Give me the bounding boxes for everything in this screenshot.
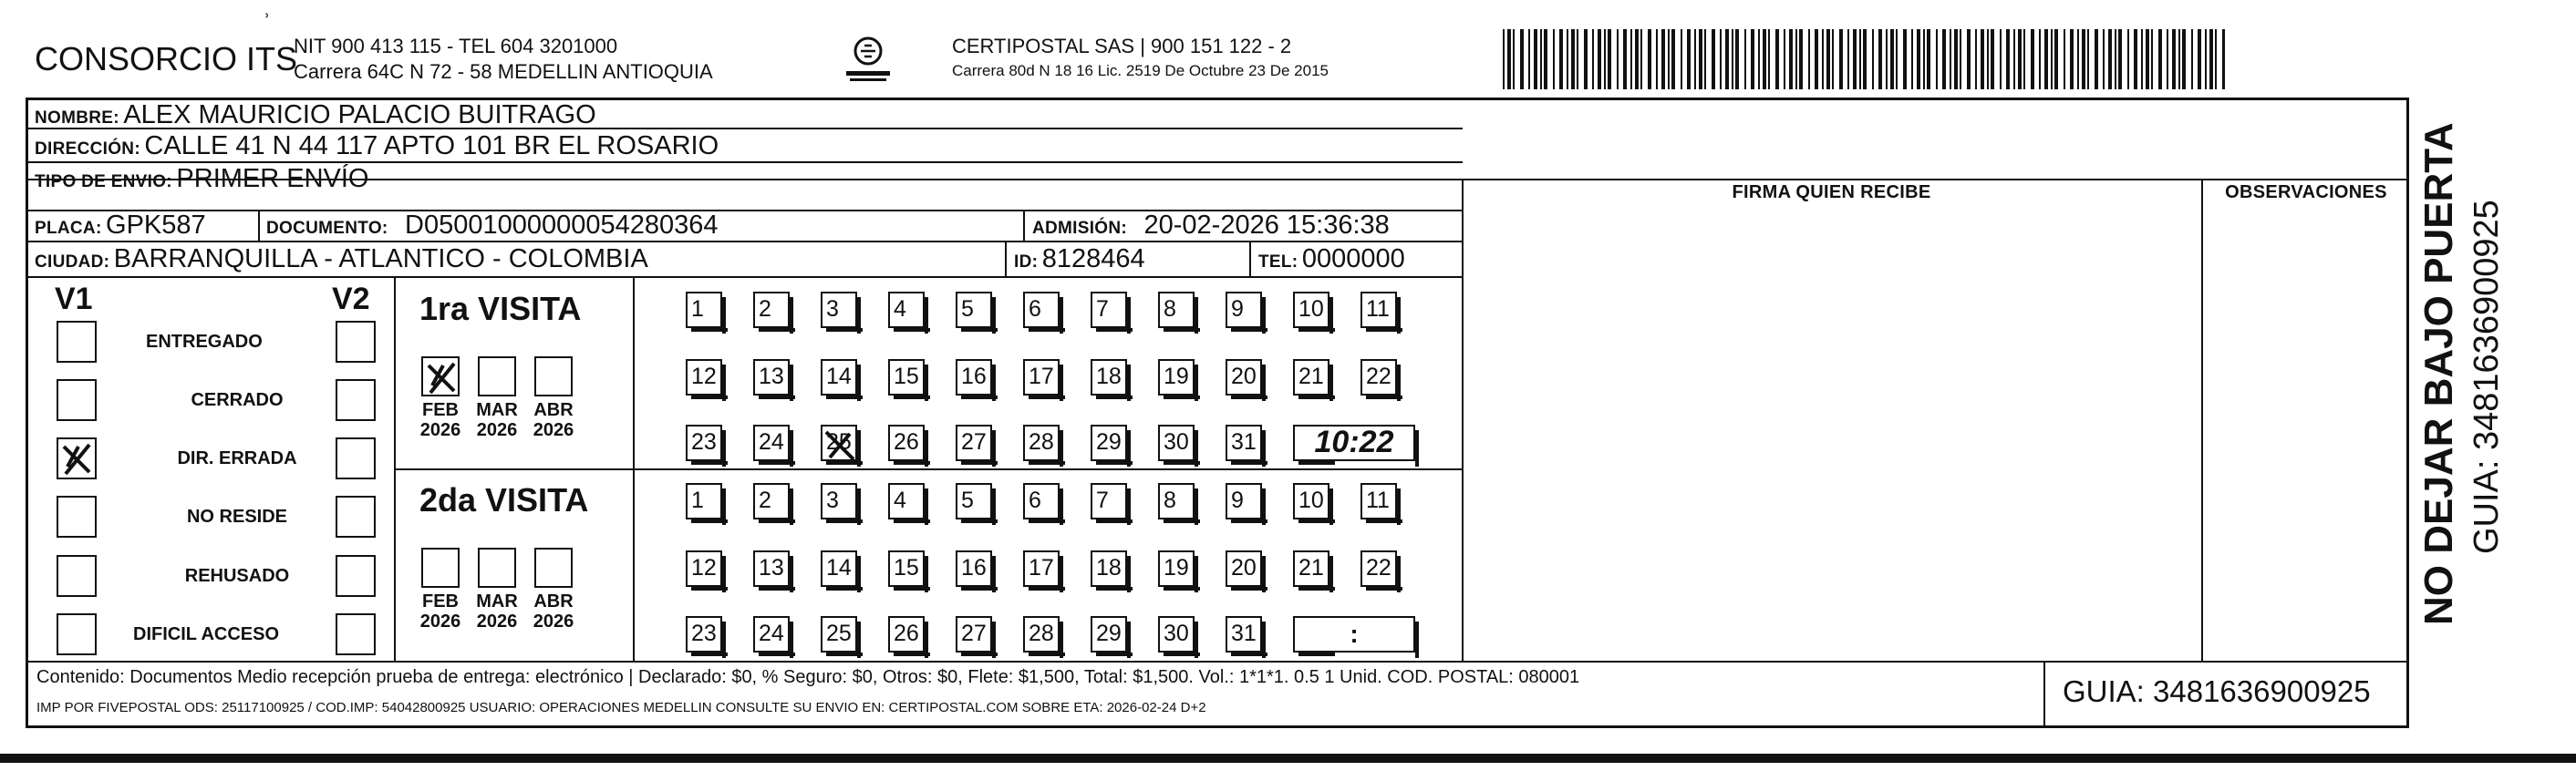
day-box-5[interactable]: 5 <box>956 483 992 519</box>
month-name: ABR <box>533 400 574 420</box>
day-box-14[interactable]: 14 <box>821 550 857 587</box>
barcode-icon <box>1503 29 2225 89</box>
day-box-31[interactable]: 31 <box>1226 616 1262 653</box>
barcode-bar <box>2095 29 2098 89</box>
v2-label: V2 <box>332 282 370 316</box>
day-box-4[interactable]: 4 <box>888 483 925 519</box>
barcode-bar <box>1725 29 1729 89</box>
day-box-17[interactable]: 17 <box>1023 550 1060 587</box>
day-box-25[interactable]: 25 <box>821 425 857 461</box>
day-box-19[interactable]: 19 <box>1158 359 1195 396</box>
barcode-bar <box>1704 29 1706 89</box>
day-box-27[interactable]: 27 <box>956 616 992 653</box>
barcode-bar <box>1553 29 1555 89</box>
day-box-18[interactable]: 18 <box>1091 550 1127 587</box>
send-type-value: PRIMER ENVÍO <box>176 164 369 193</box>
barcode-bar <box>1808 29 1810 89</box>
month-year: 2026 <box>476 420 518 440</box>
company-info-line-2: Carrera 64C N 72 - 58 MEDELLIN ANTIOQUIA <box>294 60 713 83</box>
barcode-bar <box>1528 29 1530 89</box>
day-box-10[interactable]: 10 <box>1293 483 1329 519</box>
barcode-bar <box>1903 29 1907 89</box>
barcode-bar <box>1847 29 1849 89</box>
barcode-bar <box>2039 29 2041 89</box>
barcode-bar <box>1571 29 1575 89</box>
side-guide-number: GUIA: 3481636900925 <box>2467 200 2506 554</box>
barcode-bar <box>1795 29 1797 89</box>
barcode-bar <box>1598 29 1601 89</box>
day-box-22[interactable]: 22 <box>1360 550 1397 587</box>
visit-time-field[interactable]: 10:22 <box>1293 425 1415 461</box>
city-cell <box>35 244 648 274</box>
barcode-bar <box>1520 29 1524 89</box>
v2-checkbox[interactable] <box>336 437 376 479</box>
month-label <box>527 591 580 632</box>
barcode-bar <box>1668 29 1670 89</box>
barcode-bar <box>1890 29 1894 89</box>
barcode-bar <box>2118 29 2122 89</box>
day-box-18[interactable]: 18 <box>1091 359 1127 396</box>
barcode-bar <box>2054 29 2058 89</box>
barcode-bar <box>2134 29 2137 89</box>
day-box-21[interactable]: 21 <box>1293 550 1329 587</box>
v2-checkbox[interactable] <box>336 496 376 538</box>
second-visit-title: 2da VISITA <box>419 481 589 519</box>
v2-checkbox[interactable] <box>336 379 376 421</box>
status-label: DIFICIL ACCESO <box>133 624 280 644</box>
day-box-29[interactable]: 29 <box>1091 616 1127 653</box>
barcode-bar <box>1687 29 1691 89</box>
barcode-bar <box>1503 29 1505 89</box>
barcode-bar <box>2146 29 2149 89</box>
check-mark-icon <box>58 439 95 478</box>
barcode-bar <box>1648 29 1651 89</box>
day-box-3[interactable]: 3 <box>821 292 857 328</box>
v2-checkbox[interactable] <box>336 555 376 597</box>
send-type-label: TIPO DE ENVIO: <box>35 172 172 191</box>
day-box-31[interactable]: 31 <box>1226 425 1262 461</box>
month-checkbox[interactable] <box>421 548 460 588</box>
barcode-bar <box>1975 29 1977 89</box>
month-year: 2026 <box>419 612 461 632</box>
barcode-bar <box>1936 29 1938 89</box>
name-label: NOMBRE: <box>35 108 119 128</box>
day-box-7[interactable]: 7 <box>1091 292 1127 328</box>
tel-label: TEL: <box>1258 252 1298 272</box>
barcode-bar <box>2031 29 2034 89</box>
barcode-bar <box>1923 29 1925 89</box>
barcode-bar <box>1712 29 1715 89</box>
barcode-bar <box>1630 29 1632 89</box>
barcode-bar <box>1559 29 1563 89</box>
month-name: ABR <box>533 591 574 612</box>
v1-checkbox[interactable] <box>57 379 97 421</box>
day-box-9[interactable]: 9 <box>1226 483 1262 519</box>
day-box-16[interactable]: 16 <box>956 359 992 396</box>
barcode-bar <box>1789 29 1793 89</box>
day-box-7[interactable]: 7 <box>1091 483 1127 519</box>
barcode-bar <box>1623 29 1627 89</box>
barcode-bar <box>2127 29 2129 89</box>
barcode-bar <box>1775 29 1779 89</box>
recipient-address: CALLE 41 N 44 117 APTO 101 BR EL ROSARIO <box>144 131 719 160</box>
barcode-bar <box>1694 29 1696 89</box>
v1-checkbox[interactable] <box>57 496 97 538</box>
signature-area[interactable] <box>1464 210 2199 660</box>
barcode-bar <box>2191 29 2193 89</box>
day-box-20[interactable]: 20 <box>1226 359 1262 396</box>
barcode-bar <box>1987 29 1989 89</box>
day-box-27[interactable]: 27 <box>956 425 992 461</box>
day-box-9[interactable]: 9 <box>1226 292 1262 328</box>
document-label: DOCUMENTO: <box>266 219 388 238</box>
barcode-bar <box>1911 29 1913 89</box>
month-checkbox[interactable] <box>534 356 573 396</box>
month-name: MAR <box>476 591 518 612</box>
month-label <box>471 591 523 632</box>
day-box-23[interactable]: 23 <box>686 616 722 653</box>
v1-label: V1 <box>55 282 93 316</box>
day-box-10[interactable]: 10 <box>1293 292 1329 328</box>
month-label <box>414 400 467 440</box>
day-box-6[interactable]: 6 <box>1023 483 1060 519</box>
admission-value: 20-02-2026 15:36:38 <box>1143 211 1390 240</box>
status-label: NO RESIDE <box>186 507 288 527</box>
barcode-bar <box>1967 29 1971 89</box>
day-box-30[interactable]: 30 <box>1158 425 1195 461</box>
admission-cell <box>1032 211 1390 241</box>
barcode-bar <box>2151 29 2153 89</box>
barcode-bar <box>1927 29 1930 89</box>
barcode-bar <box>1942 29 1946 89</box>
barcode-bar <box>1751 29 1754 89</box>
status-label: ENTREGADO <box>146 332 263 352</box>
month-label <box>527 400 580 440</box>
barcode-bar <box>2115 29 2116 89</box>
barcode-bar <box>2222 29 2225 89</box>
barcode-bar <box>1991 29 1994 89</box>
barcode-bar <box>1544 29 1547 89</box>
name-row <box>35 100 596 130</box>
v2-checkbox[interactable] <box>336 321 376 363</box>
barcode-bar <box>2178 29 2180 89</box>
admission-label: ADMISIÓN: <box>1032 219 1128 238</box>
day-box-14[interactable]: 14 <box>821 359 857 396</box>
document-value: D05001000000054280364 <box>405 211 719 240</box>
barcode-bar <box>1617 29 1619 89</box>
bottom-bar <box>0 754 2576 763</box>
company-info-line-1: NIT 900 413 115 - TEL 604 3201000 <box>294 35 618 57</box>
month-year: 2026 <box>419 420 461 440</box>
barcode-bar <box>2051 29 2053 89</box>
tel-value: 0000000 <box>1301 244 1405 273</box>
day-box-13[interactable]: 13 <box>753 359 790 396</box>
barcode-bar <box>1671 29 1675 89</box>
day-box-17[interactable]: 17 <box>1023 359 1060 396</box>
barcode-bar <box>2023 29 2025 89</box>
day-box-26[interactable]: 26 <box>888 425 925 461</box>
barcode-bar <box>1853 29 1857 89</box>
day-box-28[interactable]: 28 <box>1023 616 1060 653</box>
day-box-16[interactable]: 16 <box>956 550 992 587</box>
first-visit-title: 1ra VISITA <box>419 290 582 327</box>
day-box-1[interactable]: 1 <box>686 292 722 328</box>
barcode-bar <box>2141 29 2143 89</box>
signature-header: FIRMA QUIEN RECIBE <box>1732 182 1931 202</box>
barcode-bar <box>1735 29 1739 89</box>
id-cell <box>1014 244 1145 274</box>
footer-guide-number: GUIA: 3481636900925 <box>2063 674 2371 708</box>
barcode-bar <box>1534 29 1537 89</box>
day-box-24[interactable]: 24 <box>753 616 790 653</box>
barcode-bar <box>1822 29 1824 89</box>
tel-cell <box>1258 244 1405 274</box>
day-box-15[interactable]: 15 <box>888 550 925 587</box>
barcode-bar <box>1950 29 1951 89</box>
status-label: DIR. ERRADA <box>177 448 297 468</box>
barcode-bar <box>1878 29 1882 89</box>
month-year: 2026 <box>476 612 518 632</box>
barcode-bar <box>2209 29 2213 89</box>
barcode-bar <box>1886 29 1888 89</box>
month-checkbox[interactable] <box>534 548 573 588</box>
visit-time-field[interactable]: : <box>1293 616 1415 653</box>
day-box-30[interactable]: 30 <box>1158 616 1195 653</box>
month-label <box>471 400 523 440</box>
barcode-bar <box>1896 29 1898 89</box>
barcode-bar <box>2215 29 2217 89</box>
plate-value: GPK587 <box>106 211 206 240</box>
observations-header: OBSERVACIONES <box>2225 182 2387 202</box>
day-box-25[interactable]: 25 <box>821 616 857 653</box>
barcode-bar <box>2167 29 2168 89</box>
company-name: CONSORCIO ITS <box>35 40 298 77</box>
barcode-bar <box>1732 29 1733 89</box>
barcode-bar <box>1635 29 1639 89</box>
barcode-bar <box>1758 29 1760 89</box>
day-box-29[interactable]: 29 <box>1091 425 1127 461</box>
day-box-24[interactable]: 24 <box>753 425 790 461</box>
v2-checkbox[interactable] <box>336 613 376 655</box>
observations-area[interactable] <box>2204 210 2406 660</box>
day-box-2[interactable]: 2 <box>753 483 790 519</box>
barcode-bar <box>1826 29 1830 89</box>
id-label: ID: <box>1014 252 1039 272</box>
barcode-bar <box>2018 29 2022 89</box>
day-box-6[interactable]: 6 <box>1023 292 1060 328</box>
barcode-bar <box>1656 29 1658 89</box>
barcode-bar <box>2070 29 2074 89</box>
month-year: 2026 <box>533 612 574 632</box>
day-box-12[interactable]: 12 <box>686 550 722 587</box>
day-box-2[interactable]: 2 <box>753 292 790 328</box>
day-box-28[interactable]: 28 <box>1023 425 1060 461</box>
barcode-bar <box>1917 29 1920 89</box>
day-box-15[interactable]: 15 <box>888 359 925 396</box>
barcode-bar <box>1763 29 1766 89</box>
barcode-bar <box>2082 29 2085 89</box>
company-tick-mark: ʾ <box>263 9 272 37</box>
barcode-bar <box>1863 29 1867 89</box>
month-checkbox[interactable] <box>478 356 516 396</box>
barcode-bar <box>1608 29 1611 89</box>
barcode-bar <box>1981 29 1984 89</box>
barcode-bar <box>1577 29 1578 89</box>
barcode-bar <box>2172 29 2176 89</box>
barcode-bar <box>1699 29 1702 89</box>
barcode-bar <box>1567 29 1568 89</box>
barcode-bar <box>1872 29 1874 89</box>
carrier-info-line-2: Carrera 80d N 18 16 Lic. 2519 De Octubre 23 De 2015 <box>952 62 1329 79</box>
barcode-bar <box>2006 29 2010 89</box>
day-box-13[interactable]: 13 <box>753 550 790 587</box>
day-box-11[interactable]: 11 <box>1360 292 1397 328</box>
barcode-bar <box>2108 29 2112 89</box>
status-label: REHUSADO <box>184 566 290 586</box>
day-box-12[interactable]: 12 <box>686 359 722 396</box>
strike-mark-icon <box>822 427 859 463</box>
day-box-5[interactable]: 5 <box>956 292 992 328</box>
status-label: CERRADO <box>191 390 284 410</box>
barcode-bar <box>1592 29 1594 89</box>
day-box-26[interactable]: 26 <box>888 616 925 653</box>
barcode-bar <box>1640 29 1642 89</box>
day-box-4[interactable]: 4 <box>888 292 925 328</box>
check-mark-icon <box>423 358 460 396</box>
v1-checkbox[interactable] <box>57 437 97 479</box>
month-label <box>414 591 467 632</box>
barcode-bar <box>2077 29 2079 89</box>
address-label: DIRECCIÓN: <box>35 139 140 159</box>
v1-checkbox[interactable] <box>57 613 97 655</box>
barcode-bar <box>1799 29 1803 89</box>
day-box-22[interactable]: 22 <box>1360 359 1397 396</box>
document-cell <box>266 211 719 241</box>
barcode-bar <box>1832 29 1834 89</box>
barcode-bar <box>2182 29 2186 89</box>
month-name: MAR <box>476 400 518 420</box>
barcode-bar <box>1584 29 1588 89</box>
barcode-bar <box>2158 29 2162 89</box>
day-box-11[interactable]: 11 <box>1360 483 1397 519</box>
day-box-3[interactable]: 3 <box>821 483 857 519</box>
address-row <box>35 131 719 161</box>
barcode-bar <box>2044 29 2048 89</box>
barcode-bar <box>1859 29 1861 89</box>
plate-label: PLACA: <box>35 219 102 238</box>
day-box-8[interactable]: 8 <box>1158 483 1195 519</box>
plate-cell <box>35 211 206 241</box>
id-value: 8128464 <box>1041 244 1145 273</box>
send-type-row <box>35 164 369 194</box>
content-line: Contenido: Documentos Medio recepción prueba de entrega: electrónico | Declarado: $0, % Seguro: $0, Otros: $0, Flete: $1,500, Total: $1,500. Vol.: 1*1*1. 0.5 1 Unid. COD. POSTAL: 080001 <box>36 667 1580 687</box>
certipostal-logo-icon <box>841 31 895 86</box>
barcode-bar <box>2087 29 2089 89</box>
barcode-bar <box>2103 29 2105 89</box>
barcode-bar <box>1744 29 1746 89</box>
barcode-bar <box>1507 29 1511 89</box>
city-value: BARRANQUILLA - ATLANTICO - COLOMBIA <box>113 244 648 273</box>
barcode-bar <box>2198 29 2201 89</box>
month-name: FEB <box>422 591 459 612</box>
barcode-bar <box>2013 29 2015 89</box>
barcode-bar <box>1815 29 1818 89</box>
barcode-bar <box>1661 29 1665 89</box>
barcode-bar <box>2205 29 2207 89</box>
day-box-21[interactable]: 21 <box>1293 359 1329 396</box>
barcode-bar <box>1960 29 1961 89</box>
barcode-bar <box>1540 29 1542 89</box>
barcode-bar <box>1681 29 1682 89</box>
recipient-name: ALEX MAURICIO PALACIO BUITRAGO <box>123 100 596 129</box>
barcode-bar <box>1720 29 1722 89</box>
v1-checkbox[interactable] <box>57 321 97 363</box>
month-checkbox[interactable] <box>478 548 516 588</box>
barcode-bar <box>1768 29 1770 89</box>
day-box-23[interactable]: 23 <box>686 425 722 461</box>
barcode-bar <box>2064 29 2065 89</box>
barcode-bar <box>1839 29 1843 89</box>
barcode-bar <box>1513 29 1515 89</box>
print-line: IMP POR FIVEPOSTAL ODS: 25117100925 / COD.IMP: 54042800925 USUARIO: OPERACIONES MEDELLIN CONSULTE SU ENVIO EN: CERTIPOSTAL.COM SOBRE ETA: 2026-02-24 D+2 <box>36 700 1206 715</box>
day-box-20[interactable]: 20 <box>1226 550 1262 587</box>
day-box-8[interactable]: 8 <box>1158 292 1195 328</box>
carrier-info-line-1: CERTIPOSTAL SAS | 900 151 122 - 2 <box>952 35 1292 57</box>
barcode-bar <box>1604 29 1606 89</box>
month-year: 2026 <box>533 420 574 440</box>
side-warning: NO DEJAR BAJO PUERTA <box>2416 122 2461 625</box>
day-box-19[interactable]: 19 <box>1158 550 1195 587</box>
barcode-bar <box>1784 29 1785 89</box>
city-label: CIUDAD: <box>35 252 110 272</box>
barcode-bar <box>2000 29 2002 89</box>
v1-checkbox[interactable] <box>57 555 97 597</box>
month-name: FEB <box>422 400 459 420</box>
month-checkbox[interactable] <box>421 356 460 396</box>
barcode-bar <box>1954 29 1958 89</box>
day-box-1[interactable]: 1 <box>686 483 722 519</box>
